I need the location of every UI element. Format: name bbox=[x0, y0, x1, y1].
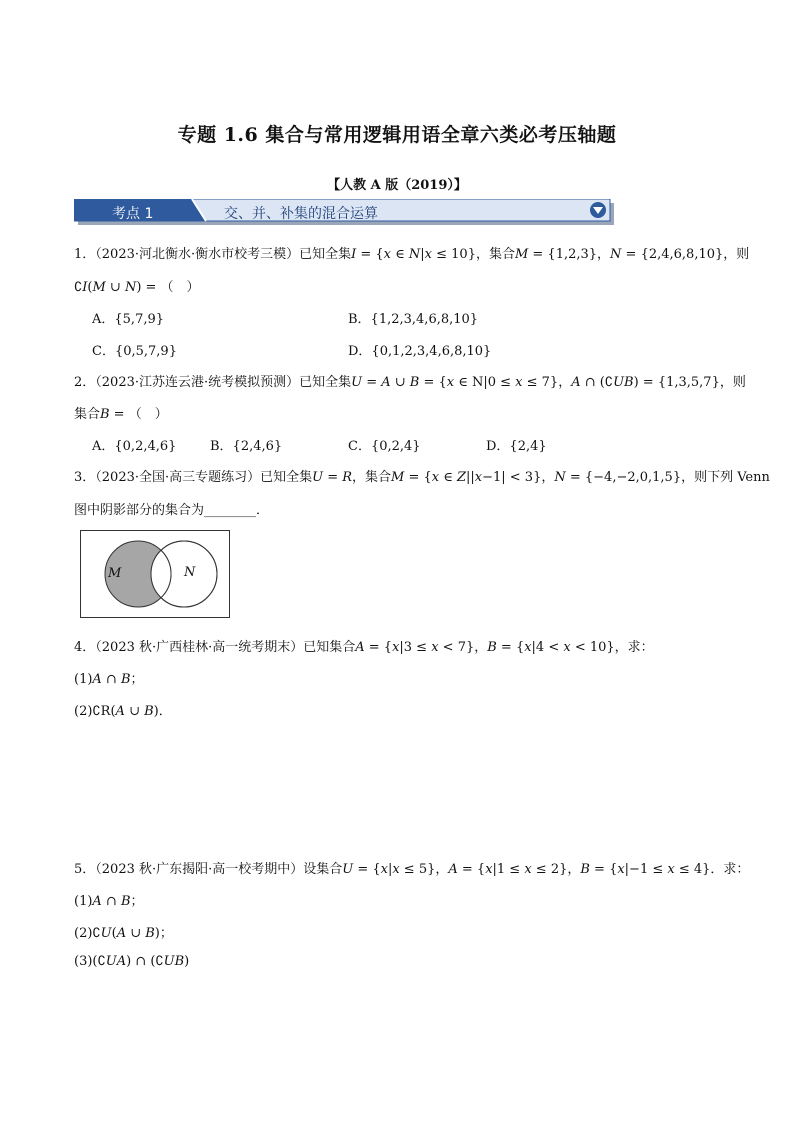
venn-diagram bbox=[80, 530, 230, 618]
q3-stem-line1: 3．（2023·全国·高三专题练习）已知全集𝑈 = 𝑅，集合𝑀 = {𝑥 ∈ 𝑍||𝑥−1| < 3}，𝑁 = {−4,−2,0,1,5}，则下列 Venn bbox=[74, 470, 770, 485]
q2-stem-line1: 2．（2023·江苏连云港·统考模拟预测）已知全集𝑈 = 𝐴 ∪ 𝐵 = {𝑥 ∈ N|0 ≤ 𝑥 ≤ 7}，𝐴 ∩ (∁𝑈𝐵) = {1,3,5,7}，则 bbox=[74, 375, 746, 390]
venn-label-n: 𝑁 bbox=[184, 565, 196, 580]
q4-part2: (2)∁R(𝐴 ∪ 𝐵)． bbox=[74, 704, 172, 719]
q1-option-b: B．{1,2,3,4,6,8,10} bbox=[348, 312, 479, 327]
q5-part3: (3)(∁𝑈𝐴) ∩ (∁𝑈𝐵) bbox=[74, 954, 190, 969]
q5-part1: (1)𝐴 ∩ 𝐵； bbox=[74, 894, 144, 909]
q1-stem-line1: 1．（2023·河北衡水·衡水市校考三模）已知全集𝐼 = {𝑥 ∈ 𝑁|𝑥 ≤ 10}，集合𝑀 = {1,2,3}，𝑁 = {2,4,6,8,10}，则 bbox=[74, 247, 750, 262]
edition-label: 【人教 A 版（2019）】 bbox=[327, 178, 467, 193]
q2-stem-line2: 集合𝐵 = （ ） bbox=[74, 407, 168, 422]
q5-stem: 5．（2023 秋·广东揭阳·高一校考期中）设集合𝑈 = {𝑥|𝑥 ≤ 5}，𝐴 = {𝑥|1 ≤ 𝑥 ≤ 2}，𝐵 = {𝑥|−1 ≤ 𝑥 ≤ 4}．求： bbox=[74, 862, 750, 877]
q1-option-a: A．{5,7,9} bbox=[92, 312, 165, 327]
topic-title: 交、并、补集的混合运算 bbox=[224, 206, 378, 222]
q4-stem: 4．（2023 秋·广西桂林·高一统考期末）已知集合𝐴 = {𝑥|3 ≤ 𝑥 < 7}，𝐵 = {𝑥|4 < 𝑥 < 10}，求： bbox=[74, 640, 654, 655]
q1-stem-line2: ∁𝐼(𝑀 ∪ 𝑁) = （ ） bbox=[74, 280, 200, 295]
q3-stem-line2: 图中阴影部分的集合为________． bbox=[74, 503, 270, 518]
page-title: 专题 1.6 集合与常用逻辑用语全章六类必考压轴题 bbox=[177, 124, 617, 146]
q2-option-c: C．{0,2,4} bbox=[348, 439, 421, 454]
q2-option-b: B．{2,4,6} bbox=[210, 439, 283, 454]
q2-option-d: D．{2,4} bbox=[486, 439, 547, 454]
q4-part1: (1)𝐴 ∩ 𝐵； bbox=[74, 672, 144, 687]
q1-option-c: C．{0,5,7,9} bbox=[92, 344, 177, 359]
q2-option-a: A．{0,2,4,6} bbox=[92, 439, 177, 454]
q1-option-d: D．{0,1,2,3,4,6,8,10} bbox=[348, 344, 492, 359]
topic-number: 考点 1 bbox=[112, 206, 154, 222]
venn-label-m: 𝑀 bbox=[108, 566, 122, 581]
q5-part2: (2)∁𝑈(𝐴 ∪ 𝐵)； bbox=[74, 926, 173, 941]
